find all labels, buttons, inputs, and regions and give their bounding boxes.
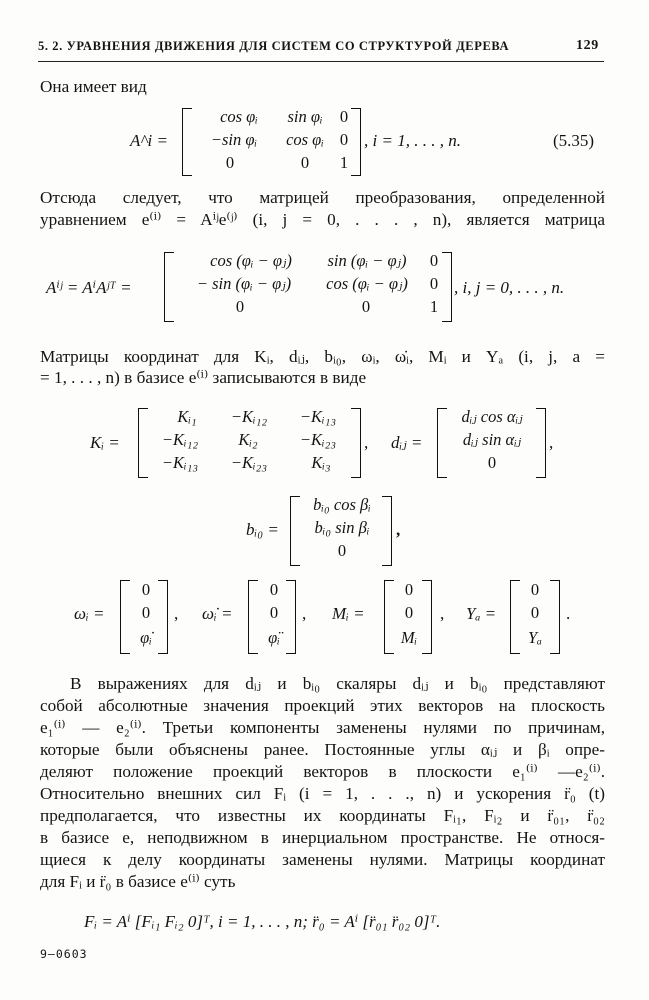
- m-cell: 0: [404, 603, 414, 622]
- aij-cell: 1: [429, 297, 439, 316]
- paragraph-2-line-2: уравнением e⁽ⁱ⁾ = Aⁱʲe⁽ʲ⁾ (i, j = 0, . . . , n), является матрица: [40, 210, 605, 229]
- omegadot-cell: φ̈ᵢ: [268, 628, 280, 647]
- eq535-cell: cos φᵢ: [286, 130, 324, 149]
- paragraph-line: e₁⁽ⁱ⁾ — e₂⁽ⁱ⁾. Третьи компоненты заменены нулями по причинам,: [40, 718, 605, 737]
- eq535-cell: 0: [339, 130, 349, 149]
- m-cell: 0: [404, 580, 414, 599]
- paragraph-line: собой абсолютные значения проекций этих векторов на плоскость: [40, 696, 605, 715]
- omega-cell: 0: [141, 580, 151, 599]
- omega-cell: 0: [141, 603, 151, 622]
- omegadot-cell: 0: [269, 603, 279, 622]
- aij-cell: 0: [361, 297, 371, 316]
- paragraph-line: которые были объяснены ранее. Постоянные углы αᵢⱼ и βᵢ опре-: [40, 740, 605, 759]
- omegadot-lhs: ω̇ᵢ =: [202, 604, 233, 623]
- m-lhs: Mᵢ =: [332, 604, 365, 623]
- paragraph-line: для Fᵢ и r̈₀ в базисе e⁽ⁱ⁾ суть: [40, 872, 236, 891]
- k-cell: −Kᵢ₁₃: [161, 453, 199, 472]
- aij-right-bracket: [442, 252, 452, 322]
- k-cell: Kᵢ₂: [238, 430, 258, 449]
- eq535-cell: cos φᵢ: [220, 107, 258, 126]
- y-right-bracket: [550, 580, 560, 654]
- b-lhs: bᵢ₀ =: [246, 520, 279, 539]
- k-cell: −Kᵢ₁₂: [230, 407, 268, 426]
- equation-final: Fᵢ = Aⁱ [Fᵢ₁ Fᵢ₂ 0]ᵀ, i = 1, . . . , n; r̈₀ = Aⁱ [r̈₀₁ r̈₀₂ 0]ᵀ.: [84, 912, 441, 931]
- omega-right-bracket: [158, 580, 168, 654]
- paragraph-line: деляют положение проекций векторов в плоскости e₁⁽ⁱ⁾ —e₂⁽ⁱ⁾.: [40, 762, 605, 781]
- m-cell: Mᵢ: [400, 628, 418, 647]
- aij-lhs: Aⁱʲ = AⁱAʲᵀ =: [46, 278, 132, 297]
- d-cell: dᵢⱼ cos αᵢⱼ: [461, 407, 523, 426]
- d-cell: dᵢⱼ sin αᵢⱼ: [462, 430, 522, 449]
- b-right-bracket: [382, 496, 392, 566]
- eq535-cell: 0: [300, 153, 310, 172]
- k-cell: −Kᵢ₂₃: [230, 453, 268, 472]
- b-cell: 0: [337, 541, 347, 560]
- b-cell: bᵢ₀ sin βᵢ: [314, 518, 370, 537]
- eq535-cell: −sin φᵢ: [210, 130, 258, 149]
- paragraph-line: предполагается, что известны их координаты Fᵢ₁, Fᵢ₂ и r̈₀₁, r̈₀₂: [40, 806, 605, 825]
- omegadot-comma: ,: [302, 604, 307, 623]
- d-lhs: dᵢⱼ =: [391, 433, 423, 452]
- aij-cell: cos (φᵢ − φⱼ): [210, 251, 292, 270]
- paragraph-line: щиеся к делу координаты заменены нулями. Матрицы координат: [40, 850, 605, 869]
- d-comma: ,: [549, 433, 554, 452]
- eq535-range: , i = 1, . . . , n.: [364, 131, 461, 150]
- aij-cell: − sin (φᵢ − φⱼ): [196, 274, 292, 293]
- eq535-cell: 0: [339, 107, 349, 126]
- eq535-number: (5.35): [553, 131, 595, 150]
- k-cell: Kᵢ₃: [311, 453, 331, 472]
- paragraph-3-line-2: = 1, . . . , n) в базисе e⁽ⁱ⁾ записываются в виде: [40, 368, 367, 387]
- eq535-cell: sin φᵢ: [287, 107, 323, 126]
- omegadot-right-bracket: [286, 580, 296, 654]
- eq535-lhs: A^i =: [130, 131, 169, 150]
- b-cell: bᵢ₀ cos βᵢ: [313, 495, 371, 514]
- k-comma: ,: [364, 433, 369, 452]
- k-lhs: Kᵢ =: [90, 433, 120, 452]
- aij-range: , i, j = 0, . . . , n.: [454, 278, 565, 297]
- aij-cell: cos (φᵢ − φⱼ): [326, 274, 408, 293]
- omega-cell: φ̇ᵢ: [140, 628, 152, 647]
- y-cell: 0: [530, 603, 540, 622]
- aij-cell: 0: [429, 251, 439, 270]
- m-right-bracket: [422, 580, 432, 654]
- paragraph-line: В выражениях для dᵢⱼ и bᵢ₀ скаляры dᵢⱼ и bᵢ₀ представляют: [70, 674, 605, 693]
- header-rule: [38, 61, 604, 62]
- y-cell: Yₐ: [527, 628, 542, 647]
- page-number: 129: [576, 38, 599, 53]
- omegadot-cell: 0: [269, 580, 279, 599]
- k-cell: Kᵢ₁: [177, 407, 197, 426]
- k-cell: −Kᵢ₁₂: [161, 430, 199, 449]
- m-comma: ,: [440, 604, 445, 623]
- paragraph-intro: Она имеет вид: [40, 77, 147, 96]
- aij-cell: 0: [429, 274, 439, 293]
- omega-comma: ,: [174, 604, 179, 623]
- y-lhs: Yₐ =: [466, 604, 497, 623]
- paragraph-3-line-1: Матрицы координат для Kᵢ, dᵢⱼ, bᵢ₀, ωᵢ, ω̇ᵢ, Mᵢ и Yₐ (i, j, a =: [40, 347, 605, 366]
- aij-left-bracket: [164, 252, 174, 322]
- eq535-cell: 1: [339, 153, 349, 172]
- k-cell: −Kᵢ₂₃: [299, 430, 337, 449]
- aij-cell: sin (φᵢ − φⱼ): [327, 251, 407, 270]
- y-cell: 0: [530, 580, 540, 599]
- y-period: .: [566, 604, 571, 623]
- eq535-cell: 0: [225, 153, 235, 172]
- paragraph-line: Относительно внешних сил Fᵢ (i = 1, . . ., n) и ускорения r̈₀ (t): [40, 784, 605, 803]
- d-cell: 0: [487, 453, 497, 472]
- running-title: 5. 2. УРАВНЕНИЯ ДВИЖЕНИЯ ДЛЯ СИСТЕМ СО СТРУКТУРОЙ ДЕРЕВА: [38, 39, 510, 53]
- paragraph-2-line-1: Отсюда следует, что матрицей преобразования, определенной: [40, 188, 605, 207]
- k-cell: −Kᵢ₁₃: [299, 407, 337, 426]
- d-right-bracket: [536, 408, 546, 478]
- eq535-right-bracket: [351, 108, 361, 176]
- k-right-bracket: [351, 408, 361, 478]
- aij-cell: 0: [235, 297, 245, 316]
- paragraph-line: в базисе e, неподвижном в инерциальном пространстве. Не относя-: [40, 828, 605, 847]
- printer-signature: 9—0603: [40, 947, 88, 961]
- omega-lhs: ωᵢ =: [74, 604, 105, 623]
- b-comma: ,: [396, 520, 401, 539]
